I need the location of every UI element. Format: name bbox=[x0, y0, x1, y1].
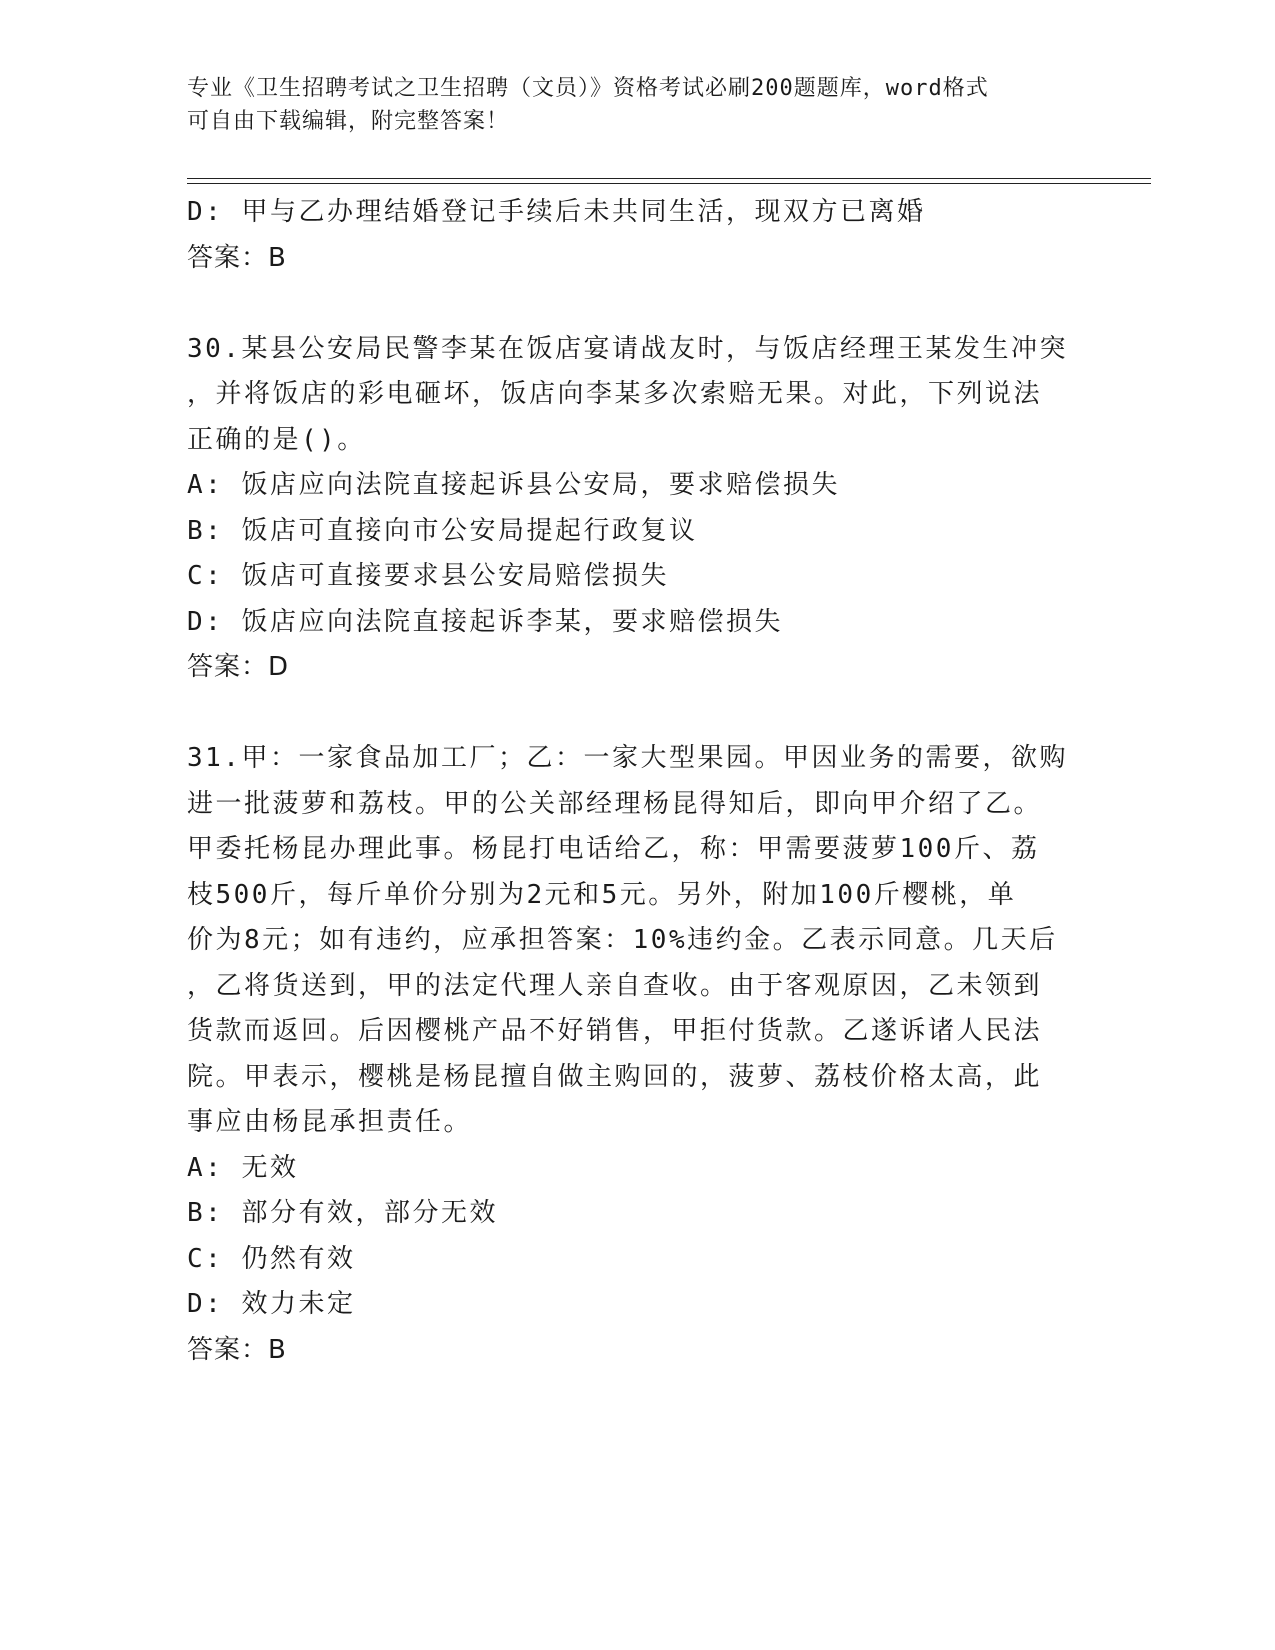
question-stem-line: 价为8元；如有违约，应承担答案：10%违约金。乙表示同意。几天后 bbox=[187, 925, 1058, 955]
question-stem-line: 30.某县公安局民警李某在饭店宴请战友时，与饭店经理王某发生冲突 bbox=[187, 333, 1068, 364]
answer-line: 答案：B bbox=[187, 1334, 287, 1365]
option-c: C: 仍然有效 bbox=[187, 1243, 356, 1274]
option-a: A: 无效 bbox=[187, 1152, 299, 1183]
option-d: D: 效力未定 bbox=[187, 1289, 356, 1319]
option-b: B: 饭店可直接向市公安局提起行政复议 bbox=[187, 515, 698, 546]
question-stem-line: 事应由杨昆承担责任。 bbox=[187, 1107, 473, 1137]
header-title-line-1: 专业《卫生招聘考试之卫生招聘（文员）》资格考试必刷200题题库，word格式 bbox=[187, 76, 989, 101]
option-d: D: 甲与乙办理结婚登记手续后未共同生活，现双方已离婚 bbox=[187, 197, 926, 227]
question-31 bbox=[187, 736, 1087, 1373]
spacer bbox=[187, 691, 1087, 737]
question-stem-line: 枝500斤，每斤单价分别为2元和5元。另外，附加100斤樱桃，单 bbox=[187, 879, 1017, 910]
spacer bbox=[187, 281, 1087, 327]
question-stem-line: 正确的是()。 bbox=[187, 424, 366, 455]
option-d: D: 饭店应向法院直接起诉李某，要求赔偿损失 bbox=[187, 606, 783, 637]
question-stem-line: ，并将饭店的彩电砸坏，饭店向李某多次索赔无果。对此，下列说法 bbox=[187, 379, 1043, 409]
header-title-line-2: 可自由下载编辑，附完整答案！ bbox=[187, 109, 510, 134]
question-stem-line: 院。甲表示，樱桃是杨昆擅自做主购回的，菠萝、荔枝价格太高，此 bbox=[187, 1061, 1043, 1092]
header-divider-top bbox=[187, 178, 1151, 179]
document-body bbox=[187, 190, 1087, 1373]
question-stem-line: 货款而返回。后因樱桃产品不好销售，甲拒付货款。乙遂诉诸人民法 bbox=[187, 1016, 1043, 1046]
question-stem-line: ，乙将货送到，甲的法定代理人亲自查收。由于客观原因，乙未领到 bbox=[187, 970, 1043, 1001]
option-a: A: 饭店应向法院直接起诉县公安局，要求赔偿损失 bbox=[187, 470, 840, 500]
question-stem-line: 进一批菠萝和荔枝。甲的公关部经理杨昆得知后，即向甲介绍了乙。 bbox=[187, 788, 1043, 819]
answer-line: 答案：D bbox=[187, 652, 290, 682]
question-29-tail bbox=[187, 190, 1087, 281]
header-divider-bottom bbox=[187, 183, 1151, 184]
option-b: B: 部分有效，部分无效 bbox=[187, 1198, 498, 1228]
document-header bbox=[187, 72, 1067, 138]
question-30 bbox=[187, 327, 1087, 691]
option-c: C: 饭店可直接要求县公安局赔偿损失 bbox=[187, 561, 669, 591]
question-stem-line: 甲委托杨昆办理此事。杨昆打电话给乙，称：甲需要菠萝100斤、荔 bbox=[187, 834, 1040, 864]
answer-line: 答案：B bbox=[187, 242, 287, 273]
question-stem-line: 31.甲：一家食品加工厂；乙：一家大型果园。甲因业务的需要，欲购 bbox=[187, 743, 1068, 773]
